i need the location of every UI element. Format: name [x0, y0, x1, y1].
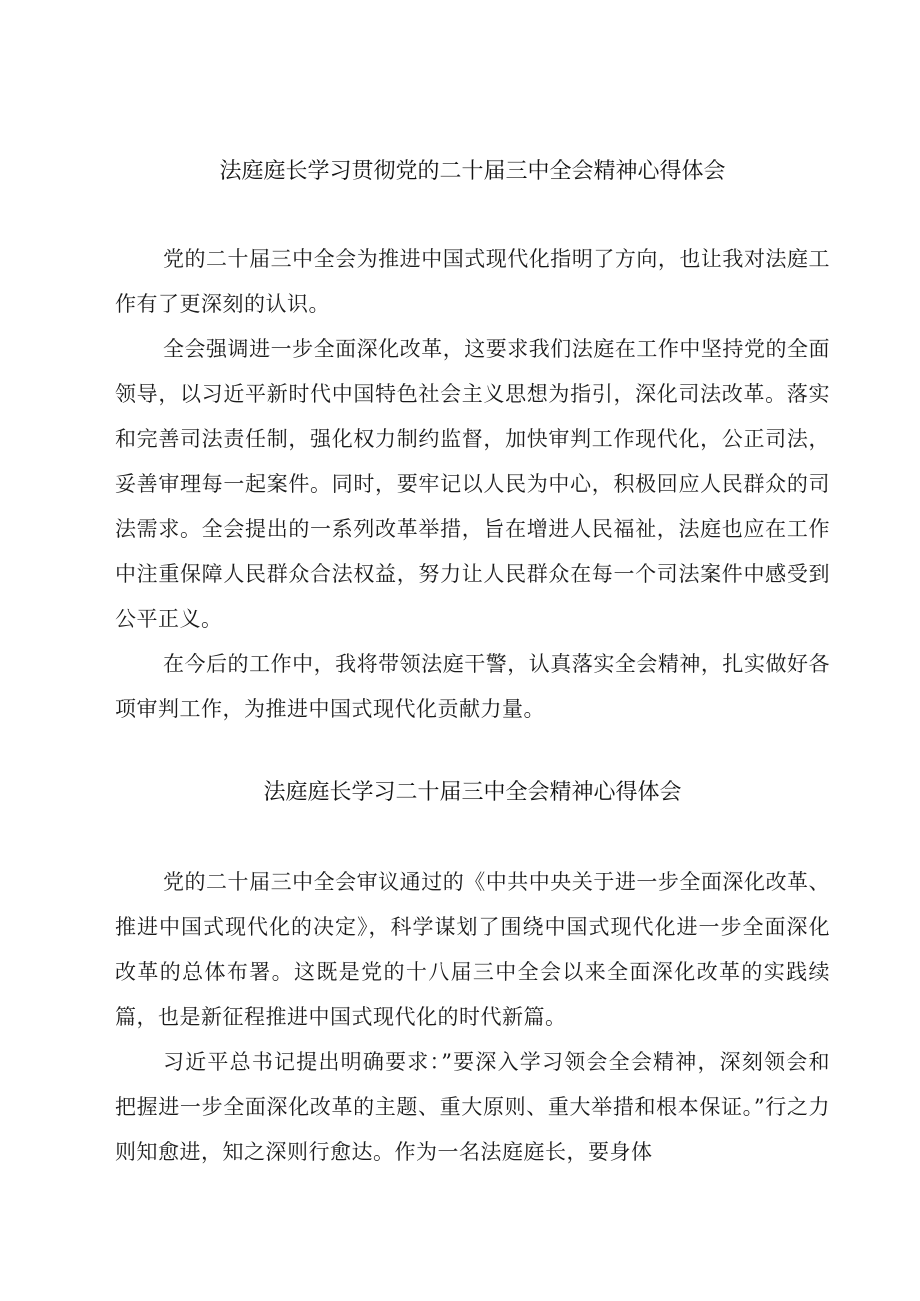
paragraph: 全会强调进一步全面深化改革，这要求我们法庭在工作中坚持党的全面领导，以习近平新时代中国特色社会主义思想为指引，深化司法改革。落实和完善司法责任制，强化权力制约监督，加快审判工作现代化，公正司法，妥善审理每一起案件。同时，要牢记以人民为中心，积极回应人民群众的司法需求。全会提出的一系列改革举措，旨在增进人民福祉，法庭也应在工作中注重保障人民群众合法权益，努力让人民群众在每一个司法案件中感受到公平正义。	[115, 337, 830, 631]
article-body	[115, 860, 830, 1175]
article-title: 法庭庭长学习贯彻党的二十届三中全会精神心得体会	[219, 159, 726, 184]
paragraph: 党的二十届三中全会为推进中国式现代化指明了方向，也让我对法庭工作有了更深刻的认识。	[115, 247, 830, 316]
article-body	[115, 237, 830, 732]
article-section-2	[115, 778, 830, 1175]
paragraph: 习近平总书记提出明确要求：”要深入学习领会全会精神，深刻领会和把握进一步全面深化改革的主题、重大原则、重大举措和根本保证。”行之力则知愈进，知之深则行愈达。作为一名法庭庭长，要身体	[115, 1050, 830, 1164]
paragraph: 在今后的工作中，我将带领法庭干警，认真落实全会精神，扎实做好各项审判工作，为推进中国式现代化贡献力量。	[115, 652, 830, 721]
article-title: 法庭庭长学习二十届三中全会精神心得体会	[263, 780, 682, 805]
paragraph: 党的二十届三中全会审议通过的《中共中央关于进一步全面深化改革、推进中国式现代化的决定》，科学谋划了围绕中国式现代化进一步全面深化改革的总体布署。这既是党的十八届三中全会以来全面深化改革的实践续篇，也是新征程推进中国式现代化的时代新篇。	[115, 870, 830, 1029]
article-section-1	[115, 157, 830, 732]
